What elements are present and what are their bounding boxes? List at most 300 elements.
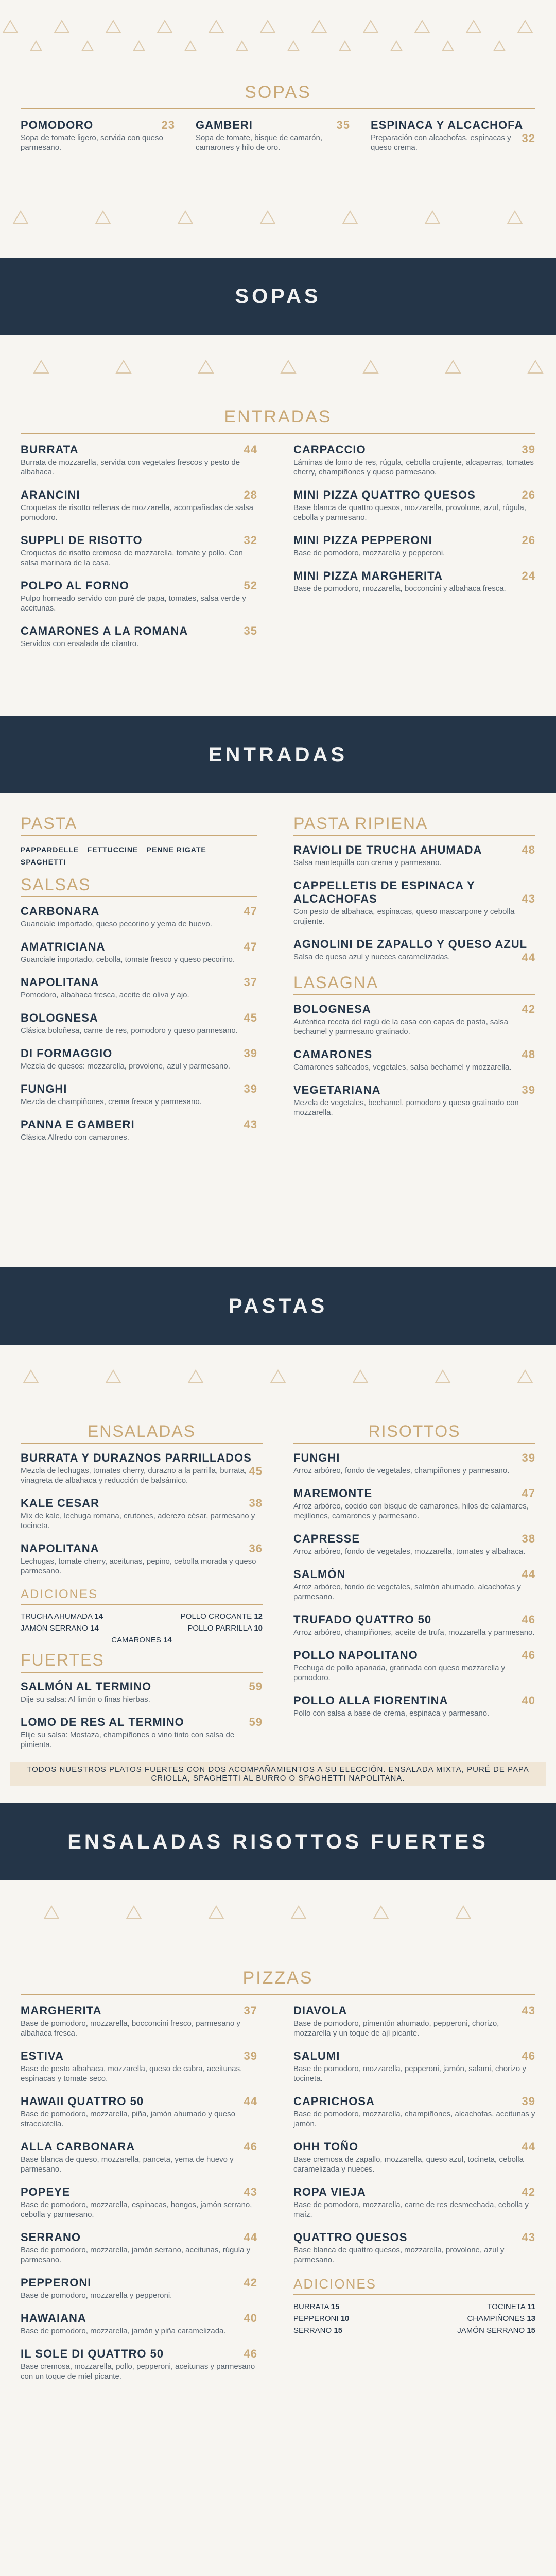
- ripiena-column: [293, 814, 535, 1129]
- pizzas-right: [293, 2004, 535, 2338]
- item-header: [21, 1497, 263, 1510]
- menu-item: [21, 2276, 257, 2300]
- item-header: [293, 2095, 535, 2108]
- item-desc: Croquetas de risotto cremoso de mozzarella, tomate y pollo. Con salsa marinara de la casa.: [21, 549, 243, 567]
- item-price: 39: [522, 1083, 535, 1096]
- item-name: AMATRICIANA: [21, 940, 106, 953]
- item-desc: Base de pomodoro, mozzarella, champiñones, alcachofas, aceitunas y jamón.: [293, 2110, 535, 2128]
- item-header: [293, 2231, 535, 2244]
- item-name: TRUFADO QUATTRO 50: [293, 1613, 432, 1626]
- item-desc: Mezcla de vegetales, bechamel, pomodoro y queso gratinado con mozzarella.: [293, 1098, 519, 1117]
- item-desc: Clásica boloñesa, carne de res, pomodoro y queso parmesano.: [21, 1026, 238, 1035]
- item-name: MINI PIZZA MARGHERITA: [293, 569, 443, 582]
- entradas-banner: ENTRADAS: [0, 716, 556, 793]
- item-price: 43: [522, 892, 535, 905]
- item-price: 39: [244, 2049, 257, 2062]
- item-price: 26: [522, 534, 535, 547]
- item-header: [21, 905, 257, 918]
- item-header: [293, 1048, 535, 1061]
- adiciones-title: ADICIONES: [21, 1587, 263, 1605]
- pasta-title: PASTA: [21, 814, 257, 836]
- item-price: 42: [522, 1003, 535, 1015]
- item-name: DIAVOLA: [293, 2004, 348, 2017]
- item-header: [21, 443, 257, 456]
- item-name: ESPINACA Y ALCACHOFA: [371, 118, 524, 131]
- item-header: [21, 2095, 257, 2108]
- item-desc: Base de pomodoro, mozzarella, bocconcini y albahaca fresca.: [293, 584, 506, 593]
- item-price: 46: [244, 2347, 257, 2360]
- item-price: 52: [244, 579, 257, 592]
- sopa-item: [196, 118, 350, 152]
- item-desc: Base cremosa, mozzarella, pollo, pepperoni, aceitunas y parmesano con un toque de miel picante.: [21, 2362, 255, 2381]
- menu-item: [293, 443, 535, 477]
- menu-item: [293, 1451, 535, 1476]
- menu-item: [21, 2347, 257, 2381]
- item-price: 46: [522, 1613, 535, 1626]
- item-header: [293, 2049, 535, 2063]
- risottos-column: [293, 1422, 535, 1730]
- item-header: [21, 976, 257, 989]
- item-price: 44: [244, 443, 257, 456]
- item-price: 37: [244, 2004, 257, 2017]
- menu-item: [21, 905, 257, 929]
- item-price: 48: [522, 843, 535, 856]
- item-name: DI FORMAGGIO: [21, 1047, 113, 1060]
- item-name: FUNGHI: [21, 1082, 67, 1095]
- menu-item: [21, 1542, 263, 1576]
- menu-text: PENNE RIGATE: [146, 845, 206, 854]
- item-price: 44: [244, 2231, 257, 2244]
- item-header: [293, 1649, 535, 1662]
- item-name: JAMÓN SERRANO: [21, 1624, 88, 1633]
- item-name: BOLOGNESA: [21, 1011, 98, 1024]
- item-header: [293, 488, 535, 502]
- menu-item: [21, 2049, 257, 2083]
- menu-item: [21, 976, 257, 1000]
- item-desc: Arroz arbóreo, fondo de vegetales, salmón ahumado, alcachofas y parmesano.: [293, 1583, 521, 1601]
- item-desc: Mezcla de quesos: mozzarella, provolone, azul y parmesano.: [21, 1062, 230, 1071]
- menu-item: [293, 2095, 535, 2129]
- item-header: [21, 2276, 257, 2290]
- pasta-column: [21, 814, 257, 1154]
- item-price: 42: [522, 2185, 535, 2198]
- menu-text: SPAGHETTI: [21, 858, 66, 866]
- item-price: 39: [522, 1451, 535, 1464]
- item-header: [21, 2004, 257, 2018]
- triangle-pattern: [0, 196, 556, 258]
- menu-item: [293, 1003, 535, 1037]
- menu-item: [293, 1568, 535, 1602]
- item-desc: Salsa mantequilla con crema y parmesano.: [293, 858, 442, 867]
- item-name: NAPOLITANA: [21, 976, 99, 989]
- item-name: IL SOLE DI QUATTRO 50: [21, 2347, 164, 2360]
- item-name: SALMÓN AL TERMINO: [21, 1680, 152, 1693]
- item-header: [293, 2185, 535, 2199]
- item-desc: Pulpo horneado servido con puré de papa, tomates, salsa verde y aceitunas.: [21, 594, 246, 613]
- item-desc: Dije su salsa: Al limón o finas hierbas.: [21, 1695, 150, 1704]
- item-name: VEGETARIANA: [293, 1083, 381, 1096]
- pizzas-title: PIZZAS: [242, 1968, 314, 1988]
- item-header: [293, 569, 535, 583]
- item-name: HAWAIANA: [21, 2312, 86, 2325]
- item-desc: Pollo con salsa a base de crema, espinaca y parmesano.: [293, 1709, 490, 1718]
- menu-item: [21, 443, 257, 477]
- menu-text: PAPPARDELLE: [21, 845, 79, 854]
- item-header: [21, 579, 257, 592]
- item-name: BURRATA: [293, 2302, 329, 2311]
- item-name: FUNGHI: [293, 1451, 340, 1464]
- menu-item: [21, 940, 257, 964]
- item-price: 47: [522, 1487, 535, 1500]
- item-name: TRUCHA AHUMADA: [21, 1612, 93, 1621]
- item-name: SERRANO: [21, 2231, 81, 2244]
- item-price: 59: [249, 1680, 263, 1693]
- item-price: 40: [522, 1694, 535, 1707]
- sopa-item: [21, 118, 175, 152]
- item-name: BURRATA: [21, 443, 79, 456]
- item-price: 15: [334, 2326, 343, 2335]
- item-header: [21, 534, 257, 547]
- menu-item: [293, 2185, 535, 2219]
- item-name: PANNA E GAMBERI: [21, 1118, 135, 1131]
- item-desc: Clásica Alfredo con camarones.: [21, 1133, 129, 1142]
- item-name: CAPRESSE: [293, 1532, 360, 1545]
- item-desc: Sopa de tomate, bisque de camarón, camarones y hilo de oro.: [196, 133, 322, 152]
- item-name: ESTIVA: [21, 2049, 64, 2062]
- item-desc: Base de pomodoro, pimentón ahumado, pepperoni, chorizo, mozzarella y un toque de ají picante.: [293, 2019, 499, 2038]
- item-name: JAMÓN SERRANO: [457, 2326, 525, 2335]
- menu-item: [21, 2004, 257, 2038]
- item-price: 44: [244, 2095, 257, 2108]
- item-header: [293, 2140, 535, 2154]
- item-name: POLLO CROCANTE: [180, 1612, 252, 1621]
- menu-item: [21, 2095, 257, 2129]
- entradas-left: [21, 443, 257, 660]
- item-name: MINI PIZZA PEPPERONI: [293, 534, 432, 547]
- item-price: 39: [244, 1082, 257, 1095]
- addition-row: [21, 1624, 263, 1633]
- fuertes-title: FUERTES: [21, 1651, 263, 1673]
- item-desc: Láminas de lomo de res, rúgula, cebolla crujiente, alcaparras, tomates cherry, champiñones y queso parmesano.: [293, 458, 534, 477]
- addition-row: [293, 2302, 535, 2311]
- item-name: RAVIOLI DE TRUCHA AHUMADA: [293, 843, 482, 856]
- item-price: 35: [244, 624, 257, 637]
- item-desc: Base blanca de quattro quesos, mozzarella, provolone, azul, rúgula, cebolla y parmesano.: [293, 503, 526, 522]
- menu-item: [293, 534, 535, 558]
- ensaladas-banner: ENSALADAS RISOTTOS FUERTES: [0, 1803, 556, 1880]
- item-desc: Con pesto de albahaca, espinacas, queso mascarpone y cebolla crujiente.: [293, 907, 515, 926]
- item-name: NAPOLITANA: [21, 1542, 99, 1555]
- item-header: [21, 1118, 257, 1131]
- item-price: 14: [163, 1636, 172, 1645]
- item-header: [293, 1487, 535, 1500]
- item-name: CAMARONES: [293, 1048, 373, 1061]
- item-desc: Arroz arbóreo, fondo de vegetales, mozzarella, tomates y albahaca.: [293, 1547, 526, 1556]
- item-desc: Base blanca de quattro quesos, mozzarella, provolone, azul y parmesano.: [293, 2246, 505, 2264]
- item-name: GAMBERI: [196, 118, 253, 131]
- entradas-title: ENTRADAS: [224, 407, 332, 427]
- item-desc: Base de pesto albahaca, mozzarella, queso de cabra, aceitunas, espinacas y tomate seco.: [21, 2064, 242, 2083]
- item-price: 47: [244, 940, 257, 953]
- item-price: 43: [244, 1118, 257, 1131]
- item-name: POLPO AL FORNO: [21, 579, 129, 592]
- item-header: [21, 118, 175, 132]
- item-desc: Base de pomodoro, mozzarella, bocconcini fresco, parmesano y albahaca fresca.: [21, 2019, 240, 2038]
- item-desc: Pomodoro, albahaca fresca, aceite de oliva y ajo.: [21, 991, 189, 999]
- item-desc: Sopa de tomate ligero, servida con queso parmesano.: [21, 133, 163, 152]
- item-desc: Pechuga de pollo apanada, gratinada con queso mozzarella y pomodoro.: [293, 1664, 506, 1682]
- item-price: 13: [527, 2314, 535, 2323]
- item-price: 12: [254, 1612, 263, 1621]
- item-desc: Base de pomodoro, mozzarella, jamón y piña caramelizada.: [21, 2327, 226, 2335]
- item-name: POLLO NAPOLITANO: [293, 1649, 418, 1662]
- item-desc: Servidos con ensalada de cilantro.: [21, 639, 139, 648]
- item-price: 26: [522, 488, 535, 501]
- item-name: OHH TOÑO: [293, 2140, 359, 2153]
- menu-item: [21, 1716, 263, 1750]
- sopas-title: SOPAS: [245, 82, 311, 102]
- item-price: 43: [244, 2185, 257, 2198]
- menu-item: [293, 843, 535, 868]
- item-price: 40: [244, 2312, 257, 2325]
- item-header: [293, 1083, 535, 1097]
- item-desc: Mezcla de lechugas, tomates cherry, durazno a la parrilla, burrata, vinagreta de albahaca y reducción de balsámico.: [21, 1466, 247, 1485]
- menu-item: [293, 488, 535, 522]
- menu-item: [21, 1047, 257, 1071]
- item-header: [293, 1694, 535, 1707]
- item-price: 39: [522, 443, 535, 456]
- item-header: [21, 2231, 257, 2244]
- item-desc: Base de pomodoro, mozzarella y pepperoni.: [21, 2291, 172, 2300]
- menu-item: [21, 1451, 263, 1485]
- menu-item: [21, 579, 257, 613]
- lasagna-title: LASAGNA: [293, 973, 535, 995]
- ripiena-title: PASTA RIPIENA: [293, 814, 535, 836]
- item-name: AGNOLINI DE ZAPALLO Y QUESO AZUL: [293, 938, 528, 951]
- item-price: 59: [249, 1716, 263, 1728]
- item-header: [21, 1716, 263, 1729]
- menu-item: [21, 1118, 257, 1142]
- pizzas-left: [21, 2004, 257, 2393]
- item-header: [293, 1451, 535, 1465]
- menu-item: [293, 1532, 535, 1556]
- ensaladas-title: ENSALADAS: [21, 1422, 263, 1444]
- item-price: 44: [522, 2140, 535, 2153]
- menu-item: [293, 1613, 535, 1637]
- item-header: [21, 1542, 263, 1555]
- item-price: 46: [244, 2140, 257, 2153]
- item-name: CHAMPIÑONES: [467, 2314, 525, 2323]
- item-name: POLLO PARRILLA: [187, 1624, 252, 1633]
- item-header: [21, 2049, 257, 2063]
- item-name: ROPA VIEJA: [293, 2185, 366, 2198]
- menu-item: [21, 488, 257, 522]
- item-name: CAPPELLETIS DE ESPINACA Y ALCACHOFAS: [293, 879, 475, 905]
- item-desc: Base de pomodoro, mozzarella, carne de res desmechada, cebolla y maíz.: [293, 2200, 529, 2219]
- item-price: 44: [522, 1568, 535, 1581]
- item-name: HAWAII QUATTRO 50: [21, 2095, 144, 2108]
- ensaladas-column: [21, 1422, 263, 1761]
- divider: [21, 1994, 535, 1995]
- menu-item: [293, 2140, 535, 2174]
- item-desc: Guanciale importado, cebolla, tomate fresco y queso pecorino.: [21, 955, 235, 964]
- item-desc: Base de pomodoro, mozzarella, pepperoni, jamón, salami, chorizo y tocineta.: [293, 2064, 526, 2083]
- item-desc: Guanciale importado, queso pecorino y yema de huevo.: [21, 920, 212, 928]
- item-price: 46: [522, 2049, 535, 2062]
- fuertes-note: TODOS NUESTROS PLATOS FUERTES CON DOS ACOMPAÑAMIENTOS A SU ELECCIÓN. ENSALADA MIXTA, PURÉ DE PAPA CRIOLLA, SPAGHETTI AL BURRO O SPAGHETTI NAPOLITANA.: [10, 1762, 546, 1786]
- item-header: [293, 534, 535, 547]
- item-desc: Base cremosa de zapallo, mozzarella, queso azul, tocineta, cebolla caramelizada y nueces.: [293, 2155, 524, 2174]
- item-name: SERRANO: [293, 2326, 332, 2335]
- item-header: [21, 2185, 257, 2199]
- item-desc: Base de pomodoro, mozzarella, piña, jamón ahumado y queso stracciatella.: [21, 2110, 235, 2128]
- item-desc: Burrata de mozzarella, servida con vegetales frescos y pesto de albahaca.: [21, 458, 240, 477]
- item-desc: Croquetas de risotto rellenas de mozzarella, acompañadas de salsa pomodoro.: [21, 503, 253, 522]
- item-price: 14: [90, 1624, 99, 1633]
- item-price: 46: [522, 1649, 535, 1662]
- item-price: 39: [244, 1047, 257, 1060]
- item-price: 35: [336, 118, 350, 131]
- item-price: 10: [340, 2314, 350, 2323]
- item-price: 45: [244, 1011, 257, 1024]
- item-header: [196, 118, 350, 132]
- item-price: 23: [161, 118, 175, 131]
- menu-item: [293, 1487, 535, 1521]
- item-header: [21, 1011, 257, 1025]
- item-desc: Base blanca de queso, mozzarella, panceta, yema de huevo y parmesano.: [21, 2155, 234, 2174]
- item-header: [293, 2004, 535, 2018]
- sopas-banner: SOPAS: [0, 258, 556, 335]
- item-name: MARGHERITA: [21, 2004, 102, 2017]
- divider: [21, 108, 535, 109]
- item-header: [293, 1003, 535, 1016]
- item-name: SALUMI: [293, 2049, 340, 2062]
- item-desc: Salsa de queso azul y nueces caramelizadas.: [293, 953, 450, 961]
- item-name: CARBONARA: [21, 905, 100, 918]
- item-desc: Mezcla de champiñones, crema fresca y parmesano.: [21, 1097, 202, 1106]
- item-header: [21, 488, 257, 502]
- menu-item: [21, 2140, 257, 2174]
- item-header: [293, 843, 535, 857]
- item-name: CAMARONES A LA ROMANA: [21, 624, 188, 637]
- menu-item: [293, 1649, 535, 1683]
- item-price: 37: [244, 976, 257, 989]
- item-price: 39: [522, 2095, 535, 2108]
- item-name: QUATTRO QUESOS: [293, 2231, 408, 2244]
- item-desc: Camarones salteados, vegetales, salsa bechamel y mozzarella.: [293, 1063, 512, 1072]
- menu-item: [293, 1083, 535, 1117]
- item-price: 14: [94, 1612, 103, 1621]
- item-desc: Arroz arbóreo, cocido con bisque de camarones, hilos de calamares, mejillones, camarones y parmesano.: [293, 1502, 529, 1520]
- item-desc: Base de pomodoro, mozzarella y pepperoni.: [293, 549, 445, 557]
- item-price: 24: [522, 569, 535, 582]
- item-name: CARPACCIO: [293, 443, 366, 456]
- item-name: CAPRICHOSA: [293, 2095, 375, 2108]
- menu-item: [21, 2185, 257, 2219]
- triangle-pattern: [0, 340, 556, 402]
- item-price: 44: [522, 951, 535, 964]
- item-price: 36: [249, 1542, 263, 1555]
- item-header: [21, 624, 257, 638]
- item-header: [21, 1047, 257, 1060]
- divider: [21, 433, 535, 434]
- item-header: [293, 443, 535, 456]
- item-header: [293, 1568, 535, 1581]
- menu-item: [21, 1497, 263, 1531]
- salsas-title: SALSAS: [21, 875, 257, 897]
- menu-item: [293, 569, 535, 594]
- menu-item: [21, 2231, 257, 2265]
- addition-row: [293, 2314, 535, 2323]
- item-header: [21, 940, 257, 954]
- item-name: CAMARONES: [111, 1636, 161, 1645]
- item-name: BURRATA Y DURAZNOS PARRILLADOS: [21, 1451, 252, 1464]
- item-price: 10: [254, 1624, 263, 1633]
- item-header: [293, 1532, 535, 1546]
- item-desc: Mix de kale, lechuga romana, crutones, aderezo césar, parmesano y tocineta.: [21, 1512, 255, 1530]
- item-name: LOMO DE RES AL TERMINO: [21, 1716, 184, 1728]
- addition-row: [293, 2326, 535, 2335]
- item-header: [293, 879, 535, 906]
- menu-item: [21, 1082, 257, 1107]
- item-price: 32: [522, 132, 535, 145]
- menu-item: [21, 534, 257, 568]
- pizza-adiciones-title: ADICIONES: [293, 2276, 535, 2295]
- item-header: [293, 1613, 535, 1626]
- item-price: 11: [527, 2302, 535, 2311]
- item-price: 38: [249, 1497, 263, 1510]
- addition-row: [21, 1636, 263, 1645]
- sopa-item: [371, 118, 535, 152]
- item-desc: Lechugas, tomate cherry, aceitunas, pepino, cebolla morada y queso parmesano.: [21, 1557, 256, 1575]
- item-header: [21, 2347, 257, 2361]
- item-name: PEPPERONI: [21, 2276, 92, 2289]
- item-name: SALMÓN: [293, 1568, 346, 1581]
- item-price: 47: [244, 905, 257, 918]
- item-header: [21, 2312, 257, 2325]
- item-name: POLLO ALLA FIORENTINA: [293, 1694, 448, 1707]
- menu-item: [293, 2004, 535, 2038]
- item-price: 15: [527, 2326, 535, 2335]
- menu-text: FETTUCCINE: [87, 845, 138, 854]
- entradas-right: [293, 443, 535, 605]
- item-price: 32: [244, 534, 257, 547]
- menu-item: [293, 879, 535, 926]
- item-header: [21, 1680, 263, 1693]
- item-price: 43: [522, 2004, 535, 2017]
- item-desc: Auténtica receta del ragú de la casa con capas de pasta, salsa bechamel y parmesano gratinado.: [293, 1018, 508, 1036]
- item-desc: Preparación con alcachofas, espinacas y queso crema.: [371, 133, 511, 152]
- triangle-pattern: [0, 1350, 556, 1412]
- item-name: POPEYE: [21, 2185, 71, 2198]
- item-name: MINI PIZZA QUATTRO QUESOS: [293, 488, 476, 501]
- addition-row: [21, 1612, 263, 1621]
- item-price: 42: [244, 2276, 257, 2289]
- item-desc: Arroz arbóreo, fondo de vegetales, champiñones y parmesano.: [293, 1466, 510, 1475]
- item-price: 15: [331, 2302, 340, 2311]
- item-desc: Arroz arbóreo, champiñones, aceite de trufa, mozzarella y parmesano.: [293, 1628, 535, 1637]
- item-name: SUPPLI DE RISOTTO: [21, 534, 143, 547]
- menu-item: [293, 2231, 535, 2265]
- item-price: 45: [249, 1465, 263, 1478]
- item-desc: Base de pomodoro, mozzarella, espinacas, hongos, jamón serrano, cebolla y parmesano.: [21, 2200, 252, 2219]
- item-name: PEPPERONI: [293, 2314, 339, 2323]
- pastas-banner: PASTAS: [0, 1267, 556, 1345]
- risottos-title: RISOTTOS: [293, 1422, 535, 1444]
- menu-item: [293, 2049, 535, 2083]
- item-name: BOLOGNESA: [293, 1003, 371, 1015]
- item-name: MAREMONTE: [293, 1487, 373, 1500]
